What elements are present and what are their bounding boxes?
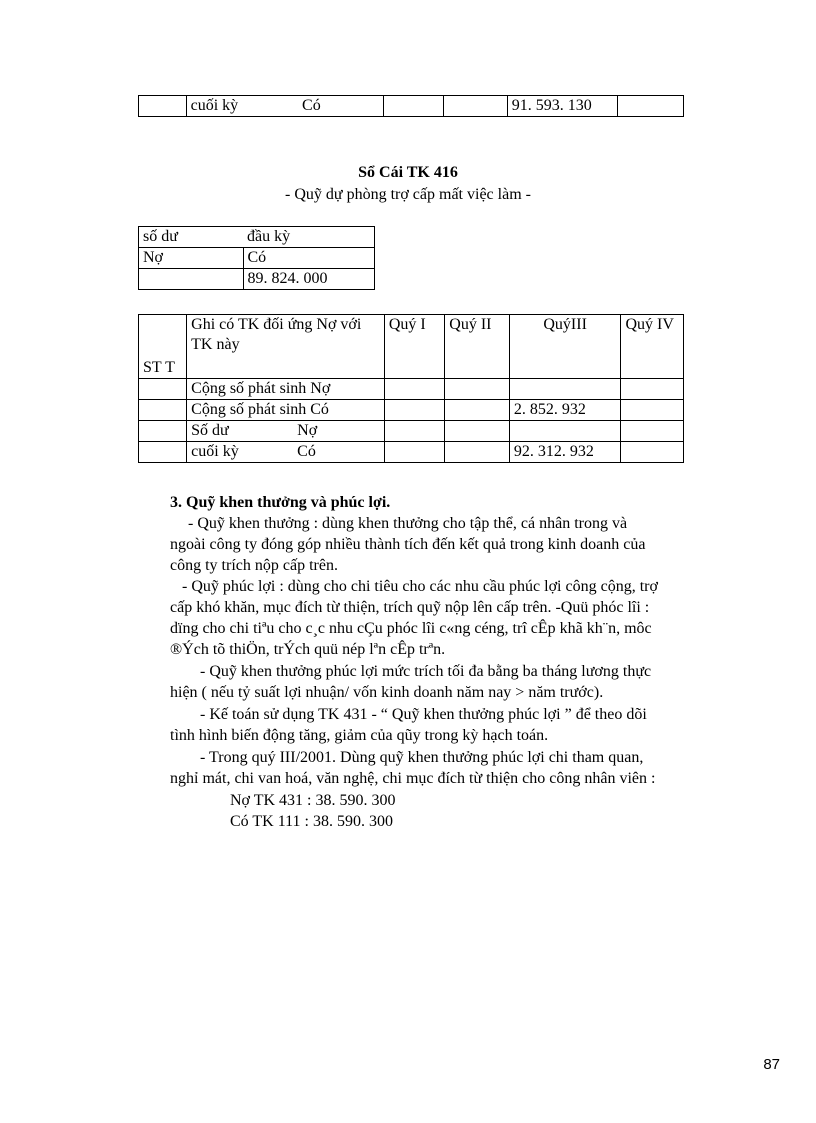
paragraph-line: - Quỹ khen thưởng phúc lợi mức trích tối đa bằng ba tháng lương thực [200,663,652,680]
ledger-subtitle: - Quỹ dự phòng trợ cấp mất việc làm - [285,186,531,203]
paragraph-line: tình hình biến động tăng, giảm của qũy trong kỳ hạch toán. [170,727,549,744]
table-cell [618,96,684,117]
paragraph-line: công ty trích nộp cấp trên. [170,557,338,574]
row-q3 [509,379,621,400]
table-cell: số dư [139,227,244,248]
paragraph-line: nghỉ mát, chi van hoá, văn nghệ, chi mục đích từ thiện cho công nhân viên : [170,770,656,787]
row-label-a: Cộng số phát sinh Có [191,401,329,418]
paragraph-line: dïng cho chi tiªu cho c¸c nhu cÇu phóc lîi c«ng céng, trî cÊp khã kh¨n, môc [170,620,652,637]
row-q3: 92. 312. 932 [509,442,621,463]
paragraph-line: hiện ( nếu tỷ suất lợi nhuận/ vốn kinh doanh năm nay > năm trước). [170,684,604,701]
table-row [139,421,684,442]
header-q3: QuýIII [509,315,621,379]
ledger-title: Sổ Cái TK 416 [358,164,458,181]
header-account: Ghi có TK đối ứng Nợ với TK này [187,315,385,379]
row-label-a: Cộng số phát sinh Nợ [191,380,331,397]
table-cell: 91. 593. 130 [507,96,617,117]
journal-entry-credit: Có TK 111 : 38. 590. 300 [230,813,393,830]
table-cell [443,96,507,117]
table-row [139,442,684,463]
paragraph-line: - Quỹ khen thưởng : dùng khen thưởng cho tập thể, cá nhân trong và [188,515,628,532]
table-row [139,227,375,248]
paragraph-line: - Trong quý III/2001. Dùng quỹ khen thưởng phúc lợi chi tham quan, [200,749,644,766]
row-label [187,421,385,442]
row-label [187,442,385,463]
row-label-b: Nợ [297,422,318,439]
header-q1: Quý I [384,315,444,379]
table-cell [139,269,244,290]
header-q2: Quý II [445,315,510,379]
row-label [187,400,385,421]
table-row [139,248,375,269]
paragraph-line: - Kế toán sử dụng TK 431 - “ Quỹ khen thưởng phúc lợi ” để theo dõi [200,706,647,723]
table-cell: Có [243,248,375,269]
paragraph-line: ®Ých tõ thiÖn, trÝch quü nép lªn cÊp trªn. [170,641,446,658]
section-heading: 3. Quỹ khen thưởng và phúc lợi. [170,494,391,511]
paragraph-line: ngoài công ty đóng góp nhiều thành tích đến kết quả trong kinh doanh của [170,536,646,553]
ledger-table [138,314,684,463]
table-row [139,379,684,400]
table-row [139,269,375,290]
table-cell [139,96,187,117]
paragraph-line: - Quỹ phúc lợi : dùng cho chi tiêu cho các nhu cầu phúc lợi công cộng, trợ [182,578,658,595]
paragraph-line: cấp khó khăn, mục đích từ thiện, trích quỹ nộp lên cấp trên. -Quü phóc lîi : [170,599,650,616]
table-cell: 89. 824. 000 [243,269,375,290]
page-number: 87 [763,1056,780,1073]
header-stt: ST T [139,315,187,379]
table-cell: Nợ [139,248,244,269]
row-q3 [509,421,621,442]
table-cell [384,96,444,117]
table-header-row [139,315,684,379]
table-cell: cuối kỳ [186,96,298,117]
row-label [187,379,385,400]
row-label-a: Số dư [191,422,229,439]
row-label-a: cuối kỳ [191,443,239,460]
journal-entry-debit: Nợ TK 431 : 38. 590. 300 [230,792,396,809]
header-q4: Quý IV [621,315,684,379]
table-row [139,96,684,117]
carryover-table [138,95,684,117]
table-cell: Có [298,96,384,117]
table-cell: đầu kỳ [243,227,375,248]
opening-balance-table [138,226,375,290]
table-row [139,400,684,421]
row-q3: 2. 852. 932 [509,400,621,421]
row-label-b: Có [297,443,316,460]
